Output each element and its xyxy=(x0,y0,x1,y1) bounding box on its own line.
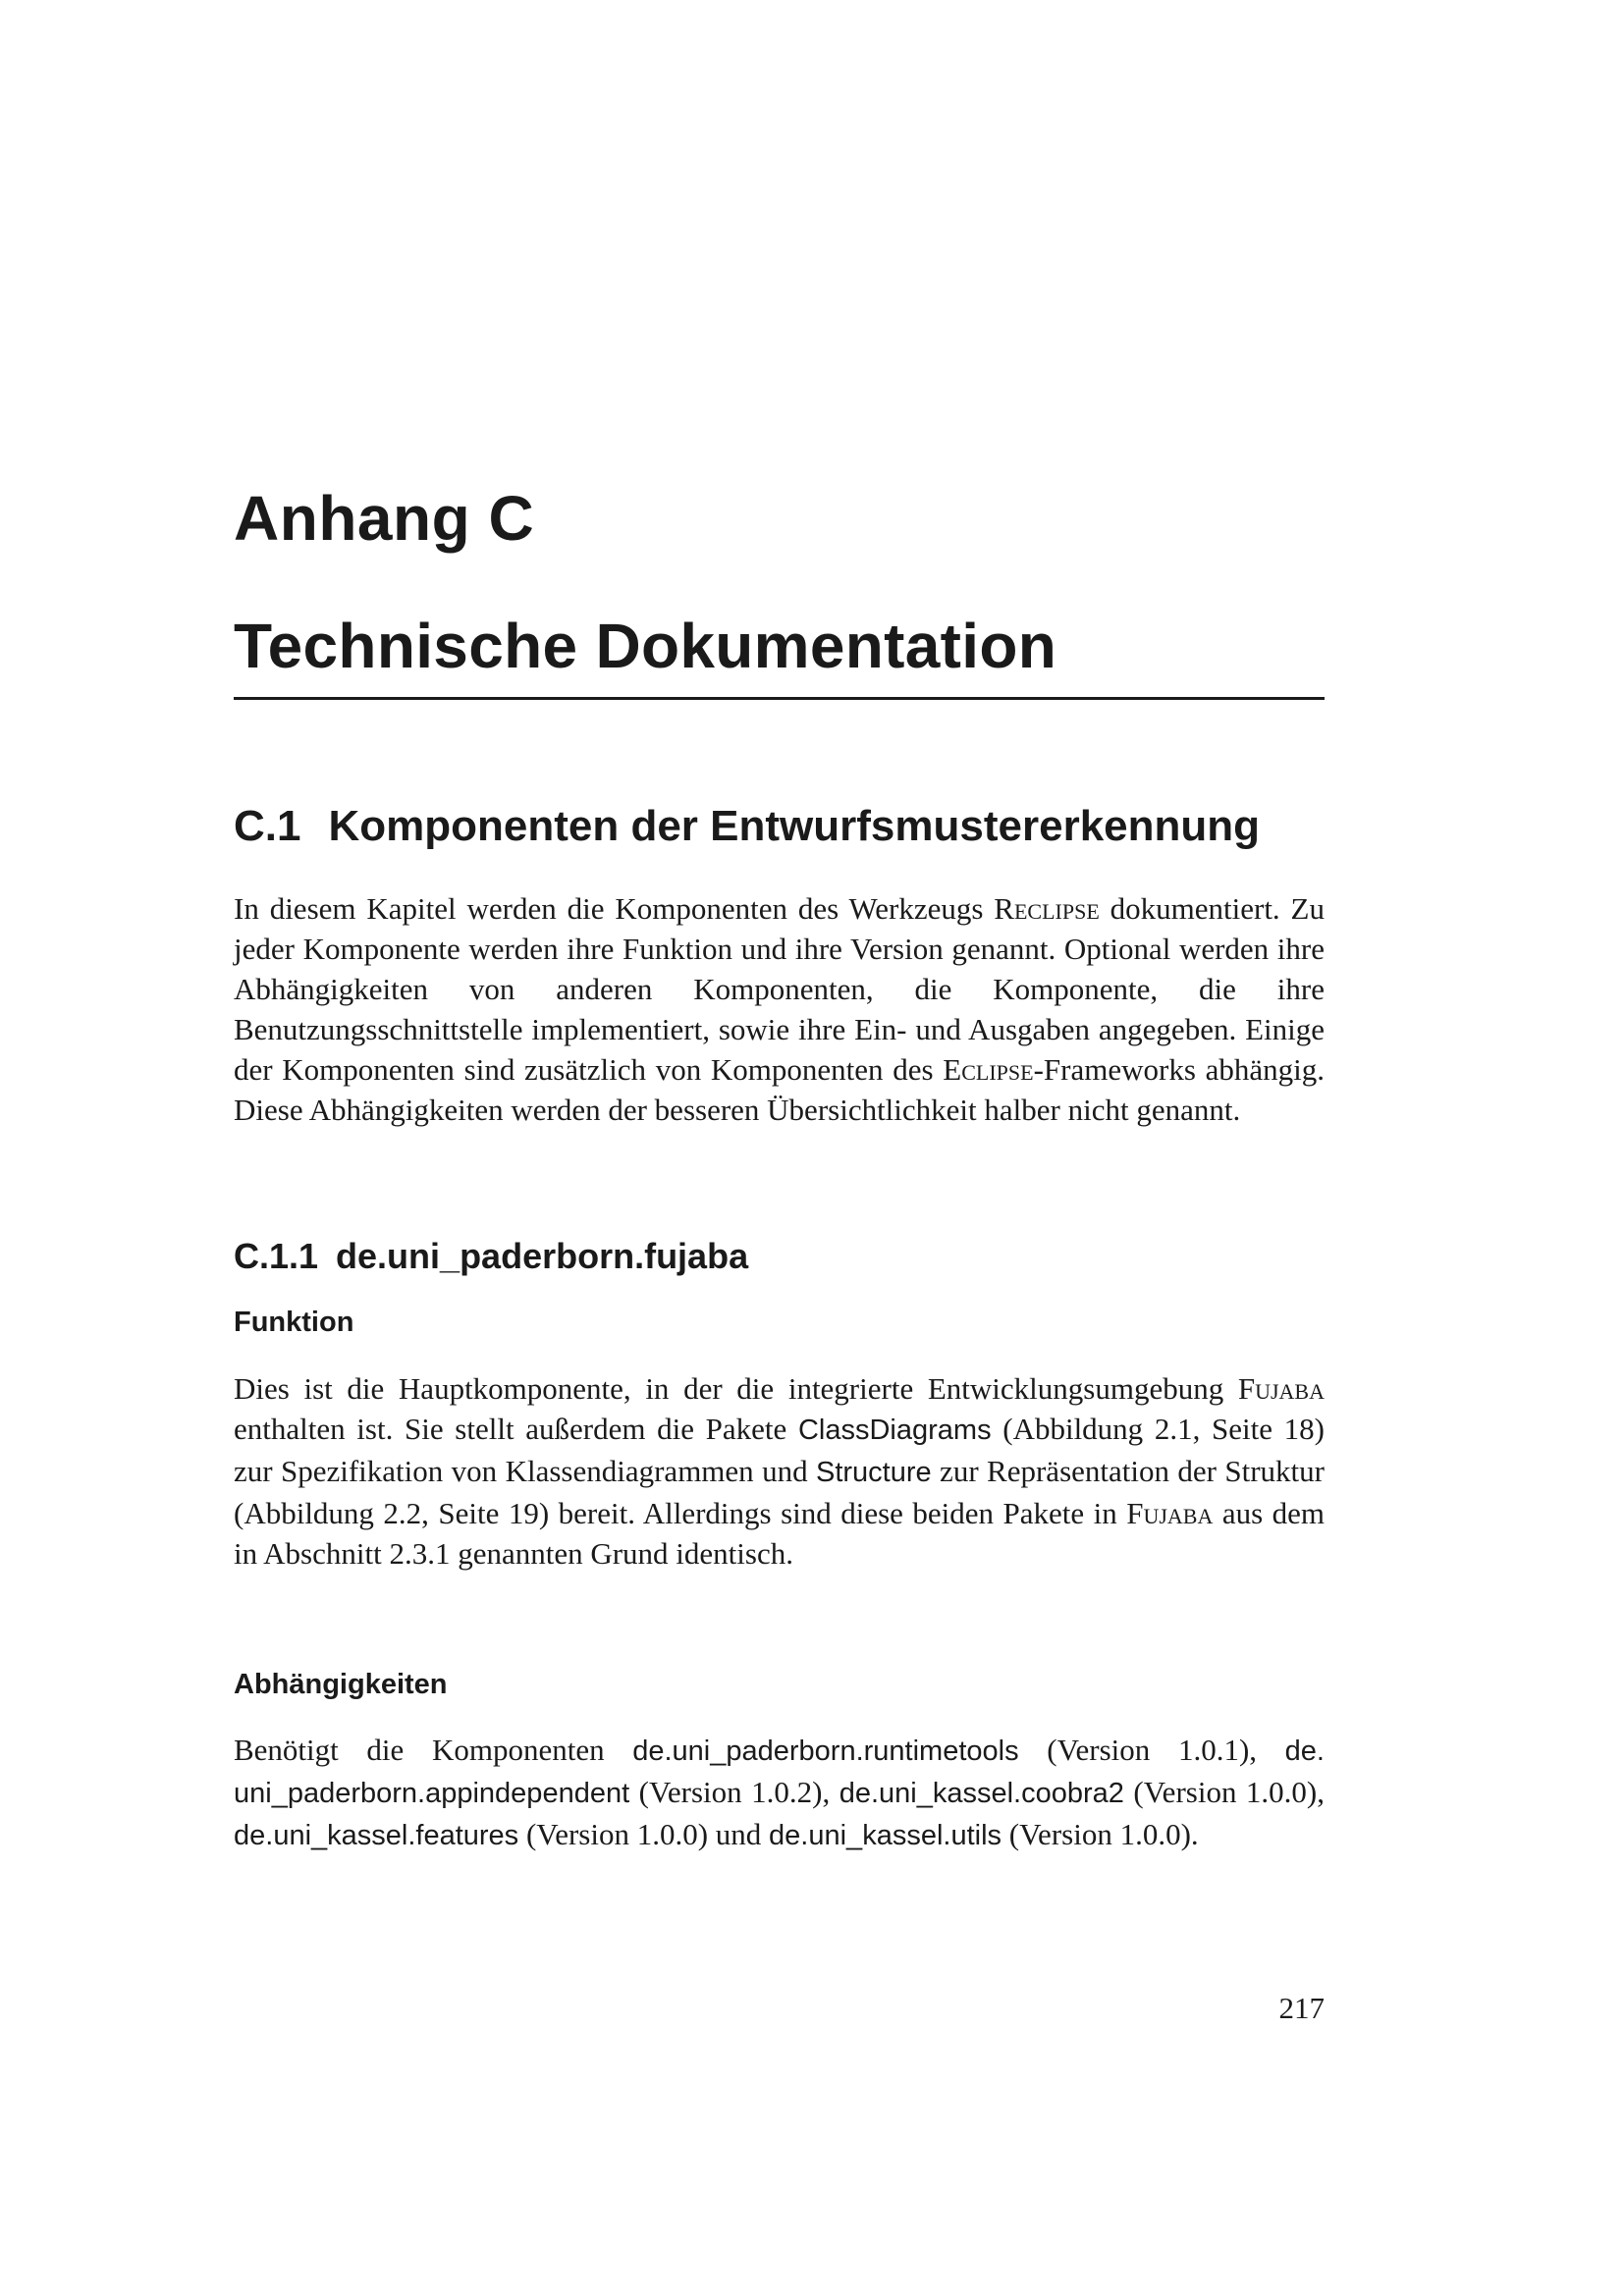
chapter-rule xyxy=(234,697,1325,700)
component-runtimetools: de.uni_paderborn.runtimetools xyxy=(632,1735,1019,1767)
subsection-number: C.1.1 xyxy=(234,1236,319,1276)
chapter-label: Anhang C xyxy=(234,483,535,554)
chapter-title: Technische Dokumentation xyxy=(234,611,1057,681)
funktion-paragraph: Dies ist die Hauptkomponente, in der die integrierte Entwicklungsumgebung Fujaba enthalten ist. Sie stellt außerdem die Pakete ClassDiagrams (Abbildung 2.1, Seite 18) zur Spezifikation von Klassendiagrammen und Structure zur Repräsentation der Struktur (Abbildung 2.2, Seite 19) bereit. Allerdings sind diese beiden Pakete in Fujaba aus dem in Abschnitt 2.3.1 genannten Grund identisch. xyxy=(234,1371,1326,1571)
section-number: C.1 xyxy=(234,802,301,850)
fujaba-name: Fujaba xyxy=(1237,1371,1325,1406)
section-title: Komponenten der Entwurfsmustererkennung xyxy=(328,802,1261,850)
funktion-heading: Funktion xyxy=(234,1307,354,1338)
eclipse-name: Eclipse xyxy=(943,1052,1034,1087)
component-features: de.uni_kassel.features xyxy=(234,1820,519,1851)
abhaengigkeiten-paragraph: Benötigt die Komponenten de.uni_paderborn.runtimetools (Version 1.0.1), de.​uni_paderborn.appindependent (Version 1.0.2), de.uni_kassel.coobra2 (Version 1.0.0), de.uni_kassel.features (Version 1.0.0) und de.uni_kassel.utils (Version 1.0.0). xyxy=(234,1733,1326,1851)
fujaba-name: Fujaba xyxy=(1126,1496,1214,1530)
package-classdiagrams: ClassDiagrams xyxy=(797,1415,992,1446)
subsection-title: de.uni_paderborn.fujaba xyxy=(336,1236,749,1276)
intro-paragraph: In diesem Kapitel werden die Komponenten des Werkzeugs Reclipse dokumentiert. Zu jeder Komponente werden ihre Funktion und ihre Version genannt. Optional werden ihre Abhängigkeiten von anderen Komponenten, die Komponente, die ihre Benutzungsschnittstelle implementiert, sowie ihre Ein- und Ausgaben angegeben. Einige der Komponenten sind zusätzlich von Komponenten des Eclipse-Frameworks abhängig. Diese Abhängigkeiten werden der besseren Übersichtlichkeit halber nicht genannt. xyxy=(234,891,1325,1127)
package-structure: Structure xyxy=(815,1457,932,1488)
component-appindependent: de.​uni_paderborn.appindependent xyxy=(234,1735,1325,1809)
section-heading xyxy=(234,802,1261,850)
subsection-heading xyxy=(234,1236,749,1276)
component-coobra2: de.uni_kassel.coobra2 xyxy=(839,1778,1124,1809)
reclipse-name: Reclipse xyxy=(994,891,1100,926)
abhaengigkeiten-heading: Abhängigkeiten xyxy=(234,1669,448,1700)
page-number: 217 xyxy=(1278,1991,1325,2025)
component-utils: de.uni_kassel.utils xyxy=(769,1820,1002,1851)
